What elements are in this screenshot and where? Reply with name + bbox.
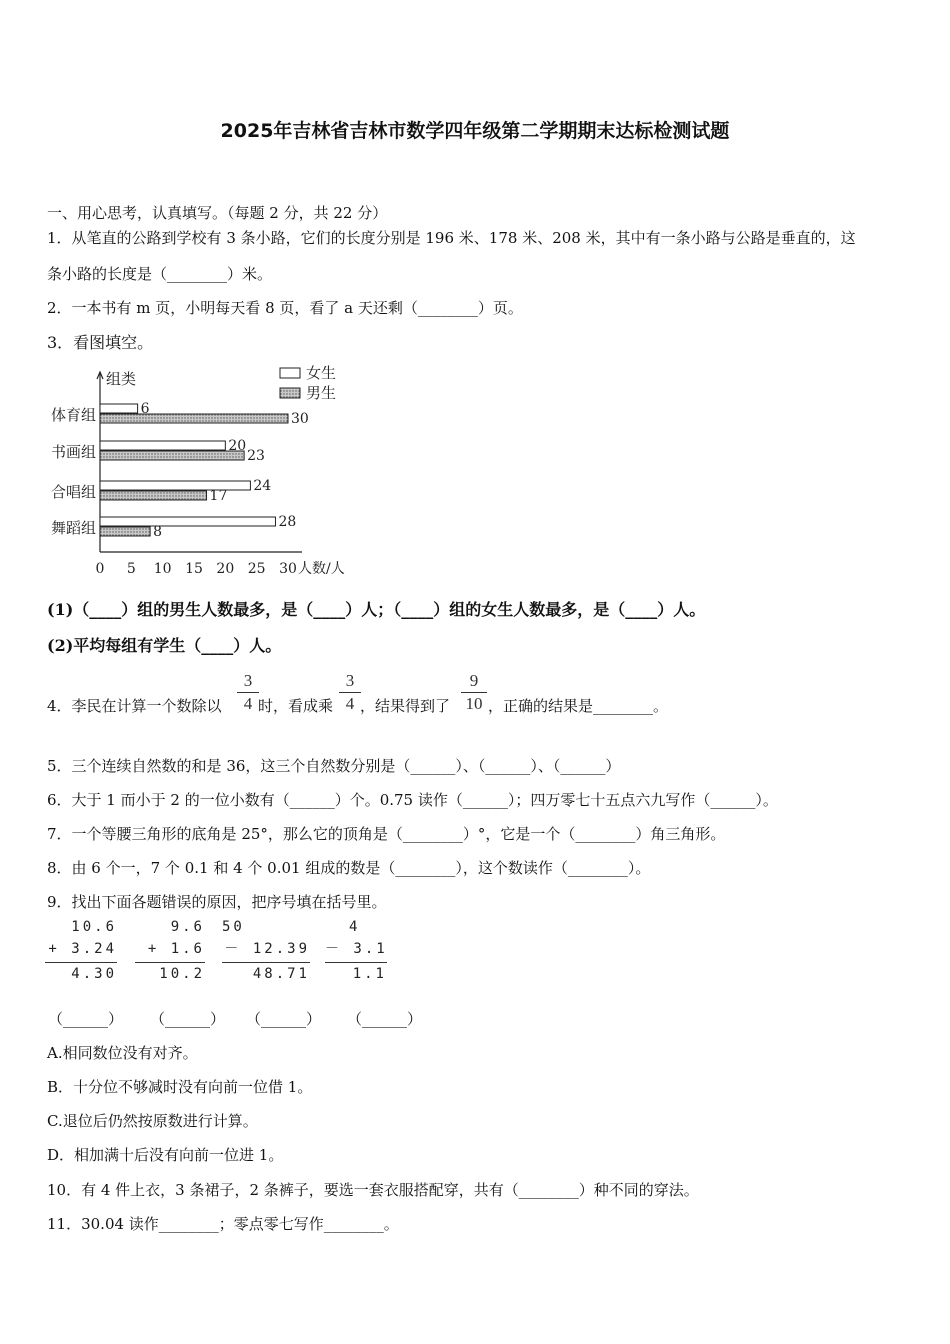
calc-4: [325, 916, 387, 985]
bar-value-male-3: 8: [153, 524, 163, 540]
question-2: 2．一本书有 m 页，小明每天看 8 页，看了 a 天还剩（________）页。: [47, 299, 523, 317]
bar-value-female-1: 20: [228, 438, 247, 454]
fraction-2: [339, 672, 361, 713]
question-4-part-2: 时，看成乘: [258, 697, 334, 715]
question-11: 11．30.04 读作________；零点零七写作________。: [47, 1215, 399, 1233]
bar-value-male-2: 17: [209, 488, 228, 504]
fraction-2-numerator: 3: [345, 671, 355, 690]
x-tick-label-15: 15: [185, 561, 203, 577]
category-label-3: 舞蹈组: [50, 519, 96, 537]
question-6: 6．大于 1 而小于 2 的一位小数有（______）个。0.75 读作（______）；四万零七十五点六九写作（______）。: [47, 791, 778, 809]
question-4-part-4: ，正确的结果是________。: [488, 697, 669, 715]
calc-1-top: 10.6: [71, 919, 117, 935]
category-label-1: 书画组: [50, 443, 96, 461]
x-tick-label-5: 5: [126, 561, 136, 577]
question-1-line-1: 1．从笔直的公路到学校有 3 条小路，它们的长度分别是 196 米、178 米、208 米，其中有一条小路与公路是垂直的，这: [47, 229, 856, 247]
question-7: 7．一个等腰三角形的底角是 25°，那么它的顶角是（________）°，它是一个（________）角三角形。: [47, 825, 726, 843]
option-a: A.相同数位没有对齐。: [47, 1044, 198, 1062]
question-10: 10．有 4 件上衣，3 条裙子，2 条裤子，要选一套衣服搭配穿，共有（________）种不同的穿法。: [47, 1181, 699, 1199]
question-4-part-1: 4．李民在计算一个数除以: [47, 697, 222, 715]
bar-value-male-1: 23: [247, 448, 265, 464]
category-label-0: 体育组: [50, 406, 96, 424]
bar-female-0: [100, 404, 138, 413]
legend-swatch-female: [280, 368, 300, 378]
question-3-sub-1: (1)（____）组的男生人数最多，是（____）人；（____）组的女生人数最多，是（____）人。: [47, 600, 706, 619]
legend-label-female: 女生: [306, 364, 337, 382]
answer-blank-2[interactable]: （______）: [150, 1010, 226, 1028]
x-tick-label-25: 25: [247, 561, 266, 577]
bar-female-3: [100, 517, 275, 526]
fraction-1-numerator: 3: [243, 671, 253, 690]
bar-value-female-3: 28: [278, 514, 297, 530]
y-axis-label: 组类: [106, 370, 137, 388]
bar-female-1: [100, 441, 225, 450]
x-tick-label-10: 10: [153, 561, 172, 577]
x-tick-label-30: 30: [279, 561, 297, 577]
question-9: 9．找出下面各题错误的原因，把序号填在括号里。: [47, 893, 387, 911]
question-3-sub-2: (2)平均每组有学生（____）人。: [47, 636, 282, 655]
calc-4-result: 1.1: [352, 966, 387, 982]
bar-value-female-2: 24: [253, 478, 272, 494]
calc-3-result: 48.71: [252, 966, 310, 982]
x-tick-label-0: 0: [95, 561, 105, 577]
fraction-1-denominator: 4: [243, 694, 253, 713]
bar-male-1: [100, 451, 244, 460]
bar-female-2: [100, 481, 250, 490]
calc-1-result: 4.30: [71, 966, 117, 982]
calc-1: [45, 916, 117, 985]
x-tick-label-20: 20: [216, 561, 235, 577]
option-d: D．相加满十后没有向前一位进 1。: [47, 1146, 284, 1164]
fraction-3-denominator: 10: [465, 694, 483, 713]
calc-2-top: 9.6: [170, 919, 205, 935]
calc-3: [222, 916, 310, 985]
calc-1-operand: + 3.24: [48, 941, 117, 957]
legend-swatch-male: [280, 388, 300, 398]
calc-3-operand: － 12.39: [224, 941, 310, 957]
page-title: 2025年吉林省吉林市数学四年级第二学期期末达标检测试题: [220, 120, 730, 142]
bar-value-male-0: 30: [291, 411, 309, 427]
category-label-2: 合唱组: [50, 483, 96, 501]
calc-4-top: 4: [349, 919, 361, 935]
bar-chart: [40, 360, 370, 585]
answer-blank-4[interactable]: （______）: [347, 1010, 423, 1028]
calc-2-result: 10.2: [159, 966, 205, 982]
fraction-2-denominator: 4: [345, 694, 355, 713]
calc-2-operand: + 1.6: [147, 941, 205, 957]
calc-2: [135, 916, 205, 985]
legend-label-male: 男生: [306, 384, 337, 402]
option-c: C.退位后仍然按原数进行计算。: [47, 1112, 258, 1130]
bar-male-2: [100, 491, 207, 500]
fraction-3: [461, 672, 487, 713]
question-8: 8．由 6 个一，7 个 0.1 和 4 个 0.01 组成的数是（________），这个数读作（________）。: [47, 859, 651, 877]
bar-male-3: [100, 527, 150, 536]
x-axis-label: 人数/人: [298, 561, 345, 577]
question-4-part-3: ，结果得到了: [360, 697, 451, 715]
question-5: 5．三个连续自然数的和是 36，这三个自然数分别是（______）、（______）、（______）: [47, 757, 621, 775]
bar-male-0: [100, 414, 288, 423]
fraction-1: [237, 672, 259, 713]
bar-value-female-0: 6: [140, 401, 150, 417]
fraction-3-numerator: 9: [469, 671, 479, 690]
option-b: B．十分位不够减时没有向前一位借 1。: [47, 1078, 313, 1096]
question-3: 3．看图填空。: [47, 333, 154, 352]
section-heading: 一、用心思考，认真填写。（每题 2 分，共 22 分）: [47, 204, 388, 222]
calc-3-top: 50: [222, 919, 245, 935]
question-1-line-2: 条小路的长度是（________）米。: [47, 265, 273, 283]
calc-4-operand: － 3.1: [325, 941, 388, 957]
answer-blank-1[interactable]: （______）: [48, 1010, 124, 1028]
answer-blank-3[interactable]: （______）: [246, 1010, 322, 1028]
